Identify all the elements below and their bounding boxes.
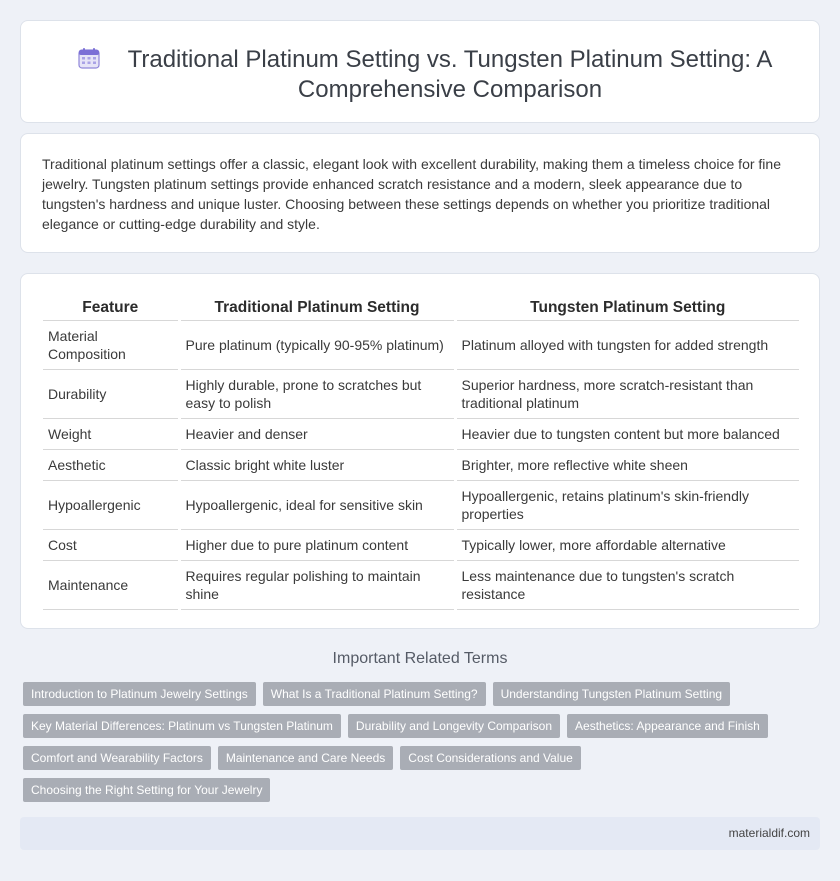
feature-cell: Weight: [43, 418, 179, 449]
related-term-tag[interactable]: Choosing the Right Setting for Your Jewelry: [23, 778, 270, 802]
table-row: [43, 529, 799, 560]
tungsten-cell: Hypoallergenic, retains platinum's skin-friendly properties: [455, 480, 799, 529]
feature-cell: Hypoallergenic: [43, 480, 179, 529]
tungsten-cell: Superior hardness, more scratch-resistant than traditional platinum: [455, 369, 799, 418]
feature-cell: Material Composition: [43, 320, 179, 369]
table-row: [43, 560, 799, 609]
related-term-tag[interactable]: Introduction to Platinum Jewelry Settings: [23, 682, 256, 706]
footer: [20, 817, 820, 850]
tungsten-cell: Less maintenance due to tungsten's scratch resistance: [455, 560, 799, 609]
traditional-cell: Hypoallergenic, ideal for sensitive skin: [179, 480, 455, 529]
table-row: [43, 369, 799, 418]
traditional-cell: Classic bright white luster: [179, 449, 455, 480]
feature-cell: Durability: [43, 369, 179, 418]
related-term-tag[interactable]: Durability and Longevity Comparison: [348, 714, 560, 738]
tungsten-cell: Platinum alloyed with tungsten for added strength: [455, 320, 799, 369]
feature-cell: Aesthetic: [43, 449, 179, 480]
tungsten-cell: Heavier due to tungsten content but more balanced: [455, 418, 799, 449]
related-terms-list: [23, 682, 783, 802]
related-term-tag[interactable]: Aesthetics: Appearance and Finish: [567, 714, 768, 738]
header-feature: Feature: [43, 296, 179, 320]
related-term-tag[interactable]: What Is a Traditional Platinum Setting?: [263, 682, 486, 706]
comparison-table: [43, 296, 799, 610]
table-row: [43, 480, 799, 529]
page-title: Traditional Platinum Setting vs. Tungsten Platinum Setting: A Comprehensive Comparison: [127, 46, 773, 103]
traditional-cell: Pure platinum (typically 90-95% platinum): [179, 320, 455, 369]
table-row: [43, 320, 799, 369]
tungsten-cell: Typically lower, more affordable alternative: [455, 529, 799, 560]
calendar-icon: [78, 47, 100, 69]
traditional-cell: Higher due to pure platinum content: [179, 529, 455, 560]
related-term-tag[interactable]: Comfort and Wearability Factors: [23, 746, 211, 770]
intro-card: [20, 133, 820, 253]
title-card: [20, 20, 820, 123]
table-header-row: [43, 296, 799, 320]
traditional-cell: Heavier and denser: [179, 418, 455, 449]
header-tungsten: Tungsten Platinum Setting: [455, 296, 799, 320]
related-term-tag[interactable]: Maintenance and Care Needs: [218, 746, 393, 770]
table-row: [43, 449, 799, 480]
traditional-cell: Highly durable, prone to scratches but easy to polish: [179, 369, 455, 418]
header-traditional: Traditional Platinum Setting: [179, 296, 455, 320]
feature-cell: Maintenance: [43, 560, 179, 609]
traditional-cell: Requires regular polishing to maintain shine: [179, 560, 455, 609]
table-row: [43, 418, 799, 449]
related-term-tag[interactable]: Key Material Differences: Platinum vs Tungsten Platinum: [23, 714, 341, 738]
comparison-card: [20, 273, 820, 629]
intro-paragraph: Traditional platinum settings offer a classic, elegant look with excellent durability, making them a timeless choice for fine jewelry. Tungsten platinum settings provide enhanced scratch resistance and a modern, sleek appearance due to tungsten's hardness and unique luster. Choosing between these settings depends on whether you prioritize traditional elegance or cutting-edge durability and style.: [42, 156, 781, 232]
related-terms-heading: Important Related Terms: [332, 650, 508, 667]
related-term-tag[interactable]: Cost Considerations and Value: [400, 746, 581, 770]
footer-site-link[interactable]: materialdif.com: [728, 826, 810, 840]
feature-cell: Cost: [43, 529, 179, 560]
related-term-tag[interactable]: Understanding Tungsten Platinum Setting: [493, 682, 730, 706]
tungsten-cell: Brighter, more reflective white sheen: [455, 449, 799, 480]
